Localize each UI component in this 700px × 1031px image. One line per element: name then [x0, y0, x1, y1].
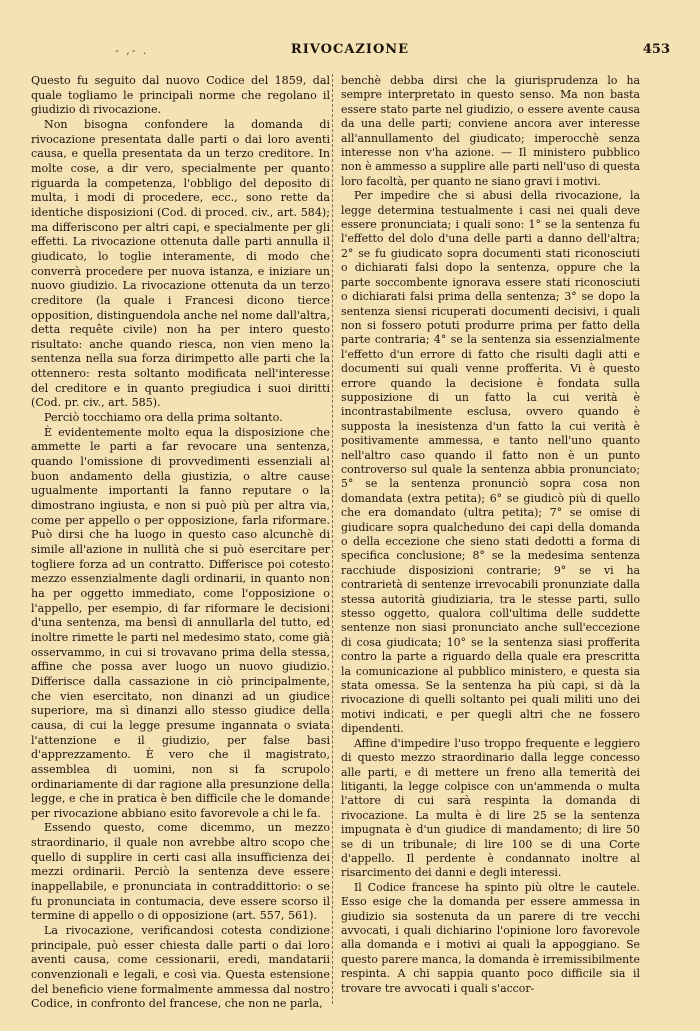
paragraph: Perciò tocchiamo ora della prima soltanto.: [44, 411, 283, 425]
paragraph: Essendo questo, come dicemmo, un mezzo straordinario, il quale non avrebbe altro scopo che quello di supplire in certi casi alla insufficienza dei mezzi ordinarii. Perciò la sentenza deve essere inappellabile, e pronunciata in contraddittorio: o se fu pronunciata in contumacia, deve essere scorso il termine di appello o di opposizione (art. 557, 561).: [31, 821, 330, 923]
right-column: [341, 74, 640, 996]
paragraph: Per impedire che si abusi della rivocazione, la legge determina testualmente i casi nei quali deve essere pronunciata; i quali sono: 1° se la sentenza fu l'effetto del dolo d'una delle parti a danno dell'altra; 2° se fu giudicato sopra documenti stati riconosciuti o dichiarati falsi dopo la sentenza, oppure che la parte soccombente ignorava essere stati riconosciuti o dichiarati falsi prima della sentenza; 3° se dopo la sentenza siensi ricuperati documenti decisivi, i quali non si fossero potuti produrre prima per fatto della parte contraria; 4° se la sentenza sia essenzialmente l'effetto d'un errore di fatto che risulti dagli atti e documenti sui quali venne profferita. Vi è questo errore quando la decisione è fondata sulla supposizione di un fatto la cui verità è incontrastabilmente esclusa, ovvero quando è supposta la inesistenza d'un fatto la cui verità è positivamente ammessa, e tanto nell'uno quanto nell'altro caso quando il fatto non è un punto controverso sul quale la sentenza abbia pronunciato; 5° se la sentenza pronunciò sopra cosa non domandata (extra petita); 6° se giudicò più di quello che era domandato (ultra petita); 7° se omise di giudicare sopra qualcheduno dei capi della domanda o della eccezione che sieno stati dedotti a forma di specifica conclusione; 8° se la medesima sentenza racchiude disposizioni contrarie; 9° se vi ha contrarietà di sentenze irrevocabili pronunziate dalla stessa autorità giudiziaria, tra le stesse parti, sullo stesso oggetto, qualora coll'ultima delle suddette sentenze non siasi pronunciato anche sull'eccezione di cosa giudicata; 10° se la sentenza siasi profferita contro la parte a riguardo della quale era prescritta la comunicazione al pubblico ministero, e questa sia stata omessa. Se la sentenza ha più capi, si dà la rivocazione di quelli soltanto pei quali militi uno dei motivi indicati, e per quegli altri che ne fossero dipendenti.: [341, 189, 640, 736]
paragraph: Questo fu seguito dal nuovo Codice del 1859, dal quale togliamo le principali norme che regolano il giudizio di rivocazione.: [31, 74, 330, 117]
paragraph: Non bisogna confondere la domanda di rivocazione presentata dalle parti o dai loro aventi causa, e quella presentata da un terzo creditore. In molte cose, a dir vero, specialmente per quanto riguarda la competenza, l'obbligo del deposito di multa, i modi di procedere, ecc., sono rette da identiche disposizioni (Cod. di proced. civ., art. 584); ma differiscono per altri capi, e specialmente per gli effetti. La rivocazione ottenuta dalle parti annulla il giudicato, lo toglie interamente, di modo che converrà procedere per nuova istanza, e iniziare un nuovo giudizio. La rivocazione ottenuta da un terzo creditore (la quale i Francesi dicono tierce opposition, distinguendola anche nel nome dall'altra, detta requête civile) non ha per intero questo risultato: anche quando riesca, non vien meno la sentenza nella sua forza dirimpetto alle parti che la ottennero: resta soltanto modificata nell'interesse del creditore e in quanto pregiudica i suoi diritti (Cod. pr. civ., art. 585).: [31, 117, 330, 410]
paragraph: Affine d'impedire l'uso troppo frequente e leggiero di questo mezzo straordinario dalla legge concesso alle parti, e di mettere un freno alla temerità dei litiganti, la legge colpisce con un'ammenda o multa l'attore di cui sarà respinta la domanda di rivocazione. La multa è di lire 25 se la sentenza impugnata è d'un giudice di mandamento; di lire 50 se di un tribunale; di lire 100 se di una Corte d'appello. Il perdente è condannato inoltre al risarcimento dei danni e degli interessi.: [341, 736, 640, 880]
page-number: 453: [642, 42, 670, 57]
left-column: [31, 74, 330, 1012]
page-title: RIVOCAZIONE: [290, 42, 410, 57]
header-mark: - ,- .: [115, 44, 149, 57]
column-divider: [332, 74, 333, 1004]
running-header: [30, 42, 670, 62]
paragraph: Il Codice francese ha spinto più oltre le cautele. Esso esige che la domanda per essere ammessa in giudizio sia sostenuta da un parere di tre vecchi avvocati, i quali dichiarino l'opinione loro favorevole alla domanda e i motivi ai quali la appoggiano. Se questo parere manca, la domanda è irremissibilmente respinta. A chi sappia quanto poco difficile sia il trovare tre avvocati i quali s'accor-: [341, 880, 640, 995]
paragraph: È evidentemente molto equa la disposizione che ammette le parti a far revocare una sentenza, quando l'omissione di provvedimenti essenziali al buon andamento della giustizia, o altre cause ugualmente importanti la fanno reputare o la dimostrano ingiusta, e non si può più per altra via, come per appello o per opposizione, farla riformare. Può dirsi che ha luogo in questo caso alcunchè di simile all'azione in nullità che si può esercitare per togliere forza ad un contratto. Differisce poi cotesto mezzo essenzialmente dagli ordinarii, in quanto non ha per oggetto immediato, come l'opposizione o l'appello, per esempio, di far riformare le decisioni d'una sentenza, ma bensì di annullarla del tutto, ed inoltre rimette le parti nel medesimo stato, come già osservammo, in cui si trovavano prima della stessa, affine che possa aver luogo un nuovo giudizio. Differisce dalla cassazione in ciò principalmente, che vien esercitato, non dinanzi ad un giudice superiore, ma sì dinanzi allo stesso giudice della causa, di cui la legge presume ingannata o sviata l'attenzione e il giudizio, per false basi d'apprezzamento. È vero che il magistrato, assemblea di uomini, non si fa scrupolo ordinariamente di dar ragione alla presunzione della legge, e che in pratica è ben difficile che le domande per rivocazione abbiano esito favorevole a chi le fa.: [31, 425, 330, 820]
paragraph: La rivocazione, verificandosi cotesta condizione principale, può esser chiesta dalle parti o dai loro aventi causa, come cessionarii, eredi, mandatarii convenzionali e legali, e così via. Questa estensione del beneficio viene formalmente ammessa dal nostro Codice, in confronto del francese, che non ne parla,: [31, 924, 330, 1011]
paragraph: benchè debba dirsi che la giurisprudenza lo ha sempre interpretato in questo senso. Ma non basta essere stato parte nel giudizio, o essere avente causa da una delle parti; conviene ancora aver interesse all'annullamento del giudicato; imperocchè senza interesse non v'ha azione. — Il ministero pubblico non è ammesso a supplire alle parti nell'uso di questa loro facoltà, per quanto ne siano gravi i motivi.: [341, 74, 640, 188]
